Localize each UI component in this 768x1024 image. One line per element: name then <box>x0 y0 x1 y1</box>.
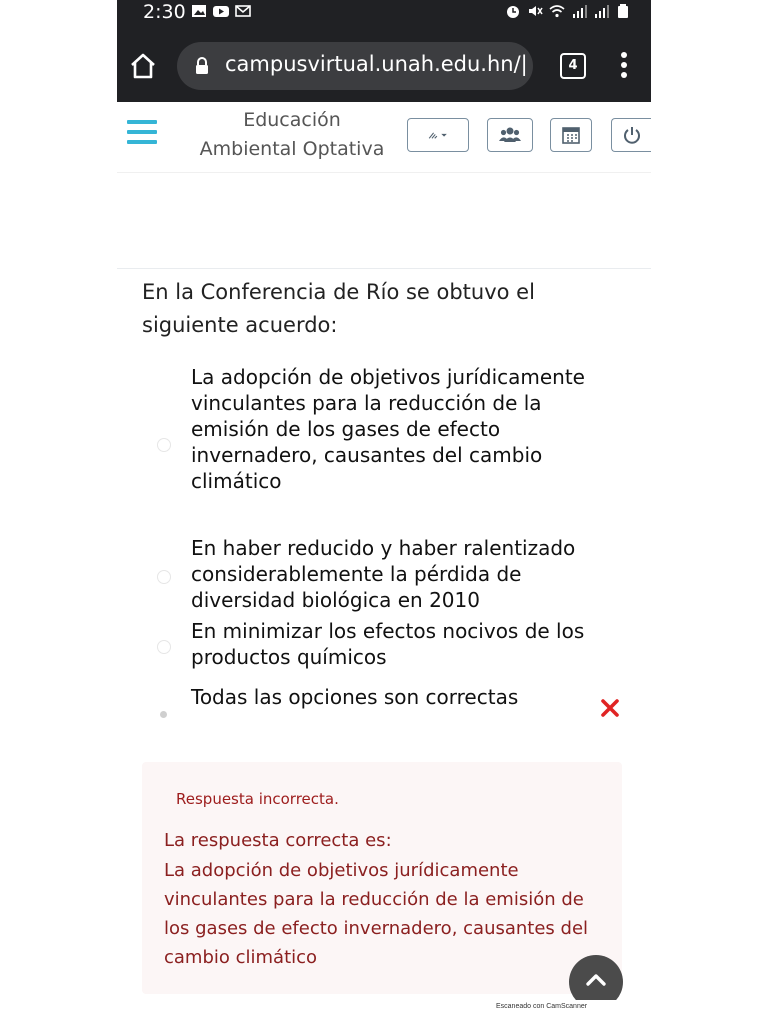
status-right-icons <box>505 3 631 19</box>
signal-icon <box>593 3 609 19</box>
feedback-status: Respuesta incorrecta. <box>176 790 339 808</box>
wifi-icon <box>549 3 565 19</box>
answer-label: En minimizar los efectos nocivos de los productos químicos <box>191 619 585 669</box>
participants-button[interactable] <box>487 118 533 152</box>
answer-label: La adopción de objetivos jurídicamente vinculantes para la reducción de la emisión de los gases de efecto invernadero, causantes del cambio climático <box>191 365 585 493</box>
answer-radio[interactable] <box>157 570 171 584</box>
answer-label: En haber reducido y haber ralentizado considerablemente la pérdida de diversidad biológica en 2010 <box>191 536 576 612</box>
content-separator <box>117 268 651 269</box>
scanner-watermark: Escaneado con CamScanner <box>496 1003 588 1010</box>
answer-option-selected[interactable] <box>157 680 607 730</box>
more-options-icon[interactable] <box>617 50 631 80</box>
feedback-box <box>142 762 622 994</box>
url-text: campusvirtual.unah.edu.hn/| <box>225 52 528 76</box>
answer-radio[interactable] <box>157 640 171 654</box>
logout-button[interactable] <box>611 118 651 152</box>
signal-dropdown-icon <box>427 125 449 145</box>
users-icon <box>499 125 521 145</box>
calendar-button[interactable] <box>550 118 592 152</box>
incorrect-x-icon <box>599 697 621 719</box>
address-bar[interactable] <box>177 42 533 90</box>
signal-icon <box>571 3 587 19</box>
mute-icon <box>527 3 543 19</box>
course-navbar <box>117 102 651 173</box>
chevron-up-icon <box>585 973 607 987</box>
status-left-icons <box>191 3 251 19</box>
answer-option[interactable] <box>157 614 607 674</box>
alarm-icon <box>505 3 521 19</box>
calendar-icon <box>560 125 582 145</box>
hamburger-menu-icon[interactable] <box>127 120 157 144</box>
home-icon[interactable] <box>129 52 157 80</box>
scroll-to-top-button[interactable] <box>569 955 623 1000</box>
course-title[interactable] <box>187 106 397 164</box>
connection-dropdown-button[interactable] <box>407 118 469 152</box>
youtube-icon <box>213 3 229 19</box>
right-answer-text: La adopción de objetivos jurídicamente vinculantes para la reducción de la emisión de los gases de efecto invernadero, causantes del cambio climático <box>164 860 589 968</box>
image-icon <box>191 3 207 19</box>
course-title-line1: Educación <box>243 109 341 131</box>
answer-option[interactable] <box>157 530 607 614</box>
mail-icon <box>235 3 251 19</box>
right-answer-label: La respuesta correcta es: <box>164 830 392 851</box>
answer-label: Todas las opciones son correctas <box>191 685 519 709</box>
battery-icon <box>615 3 631 19</box>
course-title-line2: Ambiental Optativa <box>199 138 385 160</box>
lock-icon <box>195 57 209 75</box>
answer-radio-selected[interactable] <box>160 711 167 718</box>
phone-screen <box>117 0 651 1000</box>
power-icon <box>621 125 643 145</box>
answer-option[interactable] <box>157 360 607 500</box>
tab-switcher-button[interactable]: 4 <box>560 53 586 79</box>
status-bar <box>117 0 651 26</box>
browser-toolbar <box>117 26 651 102</box>
answer-radio[interactable] <box>157 438 171 452</box>
question-text: En la Conferencia de Río se obtuvo el siguiente acuerdo: <box>142 280 535 337</box>
status-time: 2:30 <box>143 1 186 23</box>
